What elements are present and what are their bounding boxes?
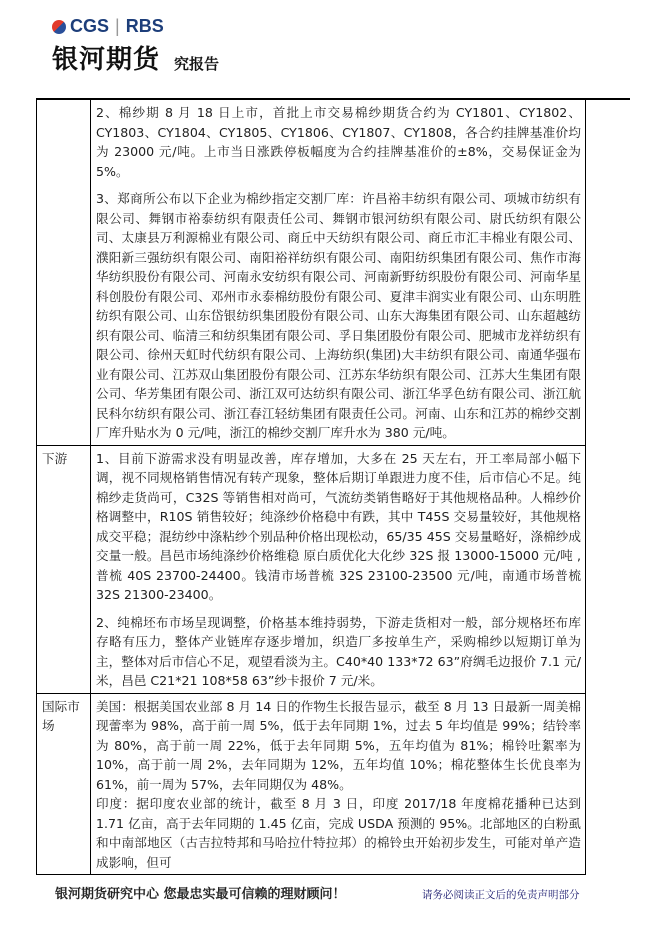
logo-cgs: CGS xyxy=(70,16,110,36)
table-row xyxy=(37,100,586,446)
logo-main-row xyxy=(52,39,219,76)
row-label xyxy=(37,100,91,446)
row-content xyxy=(91,693,586,875)
paragraph: 美国：根据美国农业部 8 月 14 日的作物生长报告显示，截至 8 月 13 日最新一周美棉现蕾率为 98%，高于前一周 5%，低于去年同期 1%，过去 5 年均值是 99%；结铃率为 80%，高于前一周 22%，低于去年同期 5%，五年均值为 81%；棉铃吐絮率为 10%，高于前一周 2%，去年同期为 12%，五年均值 10%；棉花整体生长优良率为 61%，前一周为 57%，去年同期仅为 48%。 xyxy=(96,698,581,792)
paragraph: 印度：据印度农业部的统计，截至 8 月 3 日，印度 2017/18 年度棉花播种已达到 1.71 亿亩，高于去年同期的 1.45 亿亩，完成 USDA 预测的 95%。北部地区的白粉虱和中南部地区（古吉拉特邦和马哈拉什特拉邦）的棉铃虫开始初步发生，可能对单产造成影响，但可 xyxy=(96,796,581,870)
row-label: 国际市场 xyxy=(37,693,91,875)
table-row xyxy=(37,693,586,875)
company-logo xyxy=(52,16,219,76)
logo-separator: | xyxy=(115,16,120,36)
footer-disclaimer: 请务必阅读正文后的免责声明部分 xyxy=(422,889,580,901)
logo-chinese-name: 银河期货 xyxy=(52,45,161,75)
row-content xyxy=(91,445,586,693)
row-label: 下游 xyxy=(37,445,91,693)
logo-swirl-icon xyxy=(52,20,66,34)
paragraph: 3、郑商所公布以下企业为棉纱指定交割厂库：许昌裕丰纺织有限公司、项城市纺织有限公司、舞钢市裕泰纺织有限责任公司、舞钢市银河纺织有限公司、尉氏纺织有限公司、太康县万利源棉业有限公司、商丘中天纺织有限公司、商丘市汇丰棉业有限公司、濮阳新三强纺织有限公司、南阳裕祥纺织有限公司、南阳纺织集团有限公司、焦作市海华纺织股份有限公司、河南永安纺织有限公司、河南新野纺织股份有限公司、河南华星科创股份有限公司、邓州市永泰棉纺股份有限公司、夏津丰润实业有限公司、山东明胜纺织有限公司、山东岱银纺织集团股份有限公司、山东大海集团有限公司、山东超越纺织有限公司、临清三和纺织集团有限公司、孚日集团股份有限公司、肥城市龙祥纺织有限公司、徐州天虹时代纺织有限公司、上海纺织(集团)大丰纺织有限公司、南通华强布业有限公司、江苏双山集团股份有限公司、江苏东华纺织有限公司、江苏大生集团有限公司、华芳集团有限公司、浙江双可达纺织有限公司、浙江华孚色纺有限公司、浙江航民科尔纺织有限公司、浙江春江轻纺集团有限责任公司。河南、山东和江苏的棉纱交割厂库升贴水为 0 元/吨，浙江的棉纱交割厂库升水为 380 元/吨。 xyxy=(96,191,581,440)
footer-slogan: 银河期货研究中心 您最忠实最可信赖的理财顾问！ xyxy=(55,887,346,902)
paragraph: 1、目前下游需求没有明显改善，库存增加，大多在 25 天左右，开工率局部小幅下调，视不同规格销售情况有转产现象，整体后期订单跟进力度不佳，后市信心不足。纯棉纱走货尚可，C32S 等销售相对尚可，气流纺类销售略好于其他规格品种。人棉纱价格调整中，R10S 销售较好；纯涤纱价格稳中有跌，其中 T45S 交易量较好，其他规格成交平稳；混纺纱中涤粘纱个别品种价格出现松动，65/35 45S 交易量略好，涤棉纱成交量一般。昌邑市场纯涤纱价格维稳 原白质优化大化纱 32S 报 13000-15000 元/吨 ,普梳 40S 23700-24400。钱清市场普梳 32S 23100-23500 元/吨，南通市场普梳 32S 21300-23400。 xyxy=(96,450,581,602)
paragraph: 2、纯棉坯布市场呈现调整，价格基本维持弱势，下游走货相对一般，部分规格坯布库存略有压力，整体产业链库存逐步增加，织造厂多按单生产，采购棉纱以短期订单为主，整体对后市信心不足，观望看淡为主。C40*40 133*72 63”府绸毛边报价 7.1 元/米，昌邑 C21*21 108*58 63”纱卡报价 7 元/米。 xyxy=(96,614,581,688)
report-table xyxy=(36,99,586,875)
report-type: 究报告 xyxy=(174,55,220,73)
paragraph: 2、棉纱期 8 月 18 日上市，首批上市交易棉纱期货合约为 CY1801、CY1802、CY1803、CY1804、CY1805、CY1806、CY1807、CY1808，各合约挂牌基准价均为 23000 元/吨。上市当日涨跌停板幅度为合约挂牌基准价的±8%，交易保证金为 5%。 xyxy=(96,105,581,179)
logo-brand-row xyxy=(52,16,219,37)
table-row xyxy=(37,445,586,693)
row-content xyxy=(91,100,586,446)
logo-rbs: RBS xyxy=(125,16,164,36)
